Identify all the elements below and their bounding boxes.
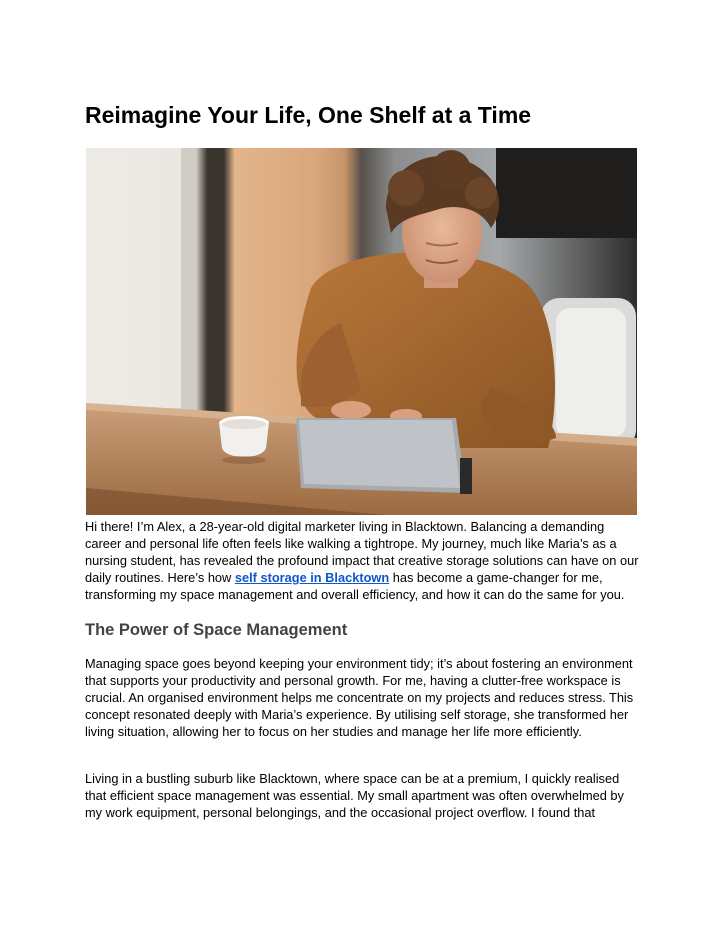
photo-man-laptop-icon: [86, 148, 637, 515]
section-heading: The Power of Space Management: [85, 621, 348, 639]
intro-text-before-link: Hi there! I’m Alex, a 28-year-old digital marketer living in Blacktown. Balancing a demanding career and personal life often feels like walking a tightrope. My journey, much like Maria’s as a nursing student, has revealed the profound impact that creative storage solutions can have on our daily routines. Here’s how: [85, 519, 639, 585]
hero-image: [86, 148, 637, 515]
self-storage-blacktown-link[interactable]: self storage in Blacktown: [234, 570, 390, 585]
intro-paragraph: [85, 518, 640, 603]
body-paragraph: Living in a bustling suburb like Blacktown, where space can be at a premium, I quickly realised that efficient space management was essential. My small apartment was often overwhelmed by my work equipment, personal belongings, and the occasional project overflow. I found that: [85, 771, 624, 820]
body-paragraph: Managing space goes beyond keeping your environment tidy; it’s about fostering an environment that supports your productivity and personal growth. For me, having a clutter-free workspace is crucial. An organised environment helps me concentrate on my projects and reduces stress. This concept resonated deeply with Maria’s experience. By utilising self storage, she transformed her living situation, allowing her to focus on her studies and manage her life more efficiently.: [85, 656, 634, 739]
intro-text-after-link: has become a game-changer for me, transforming my space management and overall efficiency, and how it can do the same for you.: [85, 570, 625, 602]
article-title: Reimagine Your Life, One Shelf at a Time: [85, 102, 532, 128]
